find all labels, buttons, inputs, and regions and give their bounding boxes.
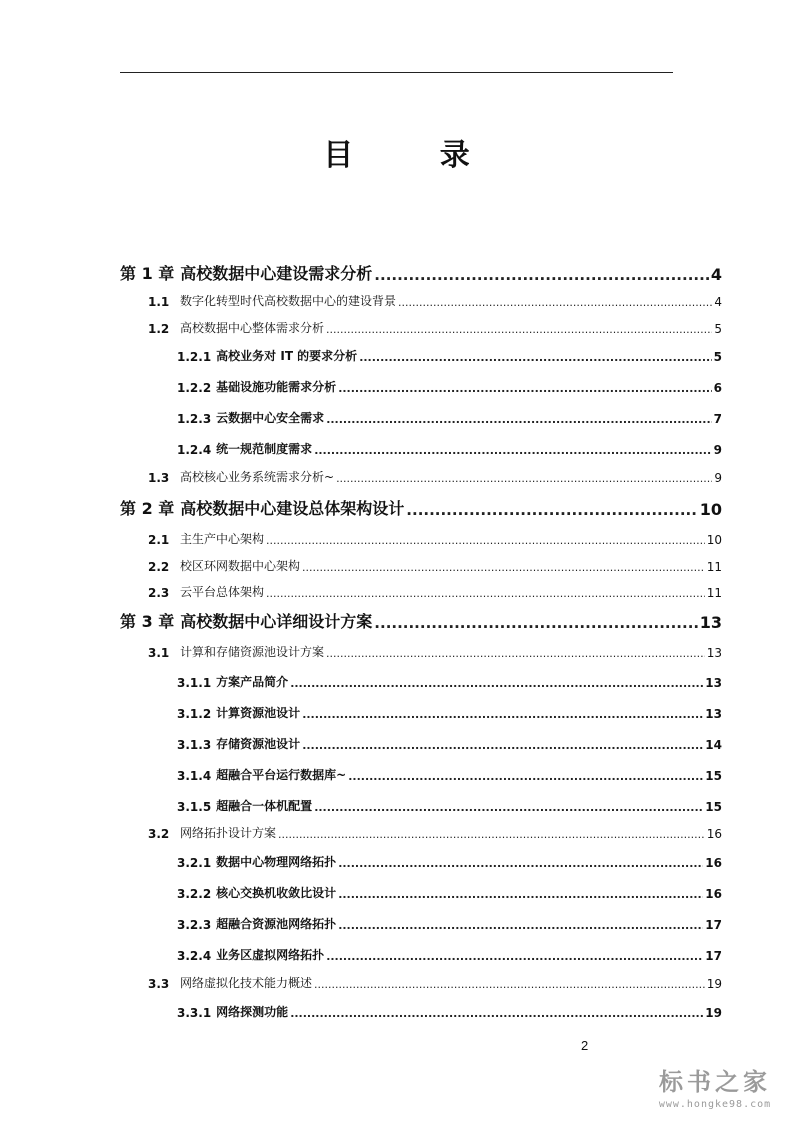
toc-entry-number: 第 1 章 <box>120 264 175 283</box>
toc-entry[interactable] <box>120 699 722 721</box>
toc-dot-leader <box>278 828 705 841</box>
toc-entry-number: 3.3 <box>148 977 170 991</box>
toc-entry-number: 3.1.5 <box>177 800 212 814</box>
toc-entry-number: 3.1 <box>148 646 170 660</box>
toc-entry-page: 9 <box>713 443 722 457</box>
toc-entry-number: 3.1.3 <box>177 738 212 752</box>
toc-dot-leader <box>336 472 712 485</box>
toc-dot-leader <box>290 1007 703 1020</box>
toc-entry-page: 10 <box>699 500 722 519</box>
toc-entry[interactable] <box>120 258 722 284</box>
watermark-name: 标书之家 <box>659 1068 771 1096</box>
toc-dot-leader <box>314 978 705 991</box>
toc-dot-leader <box>338 888 703 901</box>
toc-dot-leader <box>359 351 711 364</box>
toc-dot-leader <box>302 708 703 721</box>
toc-entry-number: 3.2.2 <box>177 887 212 901</box>
toc-entry[interactable] <box>120 552 722 574</box>
toc-entry-page: 13 <box>699 613 722 632</box>
toc-entry-title: 高校数据中心详细设计方案 <box>180 612 373 631</box>
toc-dot-leader <box>348 770 703 783</box>
toc-entry[interactable] <box>120 819 722 841</box>
toc-entry[interactable] <box>120 373 722 395</box>
toc-entry-title: 业务区虚拟网络拓扑 <box>216 948 325 962</box>
toc-entry-title: 数据中心物理网络拓扑 <box>216 855 337 869</box>
toc-entry[interactable] <box>120 314 722 336</box>
toc-entry-number: 3.2.1 <box>177 856 212 870</box>
toc-entry[interactable] <box>120 761 722 783</box>
toc-dot-leader <box>338 382 711 395</box>
toc-entry-title: 高校数据中心建设需求分析 <box>180 264 373 283</box>
toc-entry[interactable] <box>120 668 722 690</box>
toc-entry-number: 1.1 <box>148 295 170 309</box>
toc-entry-title: 核心交换机收敛比设计 <box>216 886 337 900</box>
toc-dot-leader <box>326 950 703 963</box>
toc-entry[interactable] <box>120 463 722 485</box>
toc-dot-leader <box>266 587 705 600</box>
toc-entry-number: 3.1.4 <box>177 769 212 783</box>
toc-dot-leader <box>326 323 712 336</box>
toc-entry-number: 1.3 <box>148 471 170 485</box>
toc-entry-title: 计算和存储资源池设计方案 <box>180 645 325 659</box>
toc-entry-page: 5 <box>714 322 722 336</box>
toc-entry[interactable] <box>120 969 722 991</box>
header-rule <box>120 72 673 73</box>
toc-dot-leader <box>374 614 697 632</box>
toc-entry-page: 16 <box>705 856 722 870</box>
toc-entry-number: 3.2 <box>148 827 170 841</box>
toc-entry[interactable] <box>120 941 722 963</box>
toc-entry-page: 17 <box>705 949 722 963</box>
toc-entry-number: 第 2 章 <box>120 499 175 518</box>
watermark-url: www.hongke98.com <box>658 1099 772 1110</box>
toc-entry-title: 计算资源池设计 <box>216 706 301 720</box>
toc-entry-title: 存储资源池设计 <box>216 737 301 751</box>
toc-entry-number: 3.1.2 <box>177 707 212 721</box>
toc-entry[interactable] <box>120 287 722 309</box>
toc-entry-page: 13 <box>706 646 722 660</box>
toc-entry-number: 1.2.1 <box>177 350 212 364</box>
toc-entry-title: 超融合资源池网络拓扑 <box>216 917 337 931</box>
toc-entry-title: 高校业务对 IT 的要求分析 <box>216 349 358 363</box>
toc-entry-title: 高校数据中心整体需求分析 <box>180 321 325 335</box>
toc-dot-leader <box>338 919 703 932</box>
toc-entry[interactable] <box>120 730 722 752</box>
toc-entry[interactable] <box>120 525 722 547</box>
toc-dot-leader <box>266 534 705 547</box>
toc-entry-page: 9 <box>714 471 722 485</box>
toc-entry-title: 网络拓扑设计方案 <box>180 826 277 840</box>
toc-entry-page: 15 <box>705 769 722 783</box>
toc-entry[interactable] <box>120 879 722 901</box>
toc-entry-page: 11 <box>706 560 722 574</box>
toc-entry[interactable] <box>120 848 722 870</box>
toc-entry[interactable] <box>120 606 722 632</box>
toc-entry-page: 19 <box>706 977 722 991</box>
toc-entry-page: 11 <box>706 586 722 600</box>
toc-entry-number: 1.2 <box>148 322 170 336</box>
toc-entry[interactable] <box>120 342 722 364</box>
toc-entry-page: 14 <box>705 738 722 752</box>
toc-entry-number: 2.2 <box>148 560 170 574</box>
toc-entry-number: 1.2.3 <box>177 412 212 426</box>
toc-entry-title: 高校数据中心建设总体架构设计 <box>180 499 405 518</box>
toc-dot-leader <box>314 801 703 814</box>
toc-entry-number: 2.1 <box>148 533 170 547</box>
toc-entry[interactable] <box>120 493 722 519</box>
toc-entry[interactable] <box>120 998 722 1020</box>
toc-entry-title: 云数据中心安全需求 <box>216 411 325 425</box>
toc-entry-page: 16 <box>705 887 722 901</box>
toc-dot-leader <box>326 647 705 660</box>
toc-entry-number: 3.2.4 <box>177 949 212 963</box>
toc-entry[interactable] <box>120 638 722 660</box>
toc-entry-title: 超融合一体机配置 <box>216 799 313 813</box>
watermark-logo <box>640 1062 790 1110</box>
toc-entry-title: 云平台总体架构 <box>180 585 265 599</box>
toc-entry-page: 7 <box>713 412 722 426</box>
toc-entry[interactable] <box>120 404 722 426</box>
toc-entry-title: 网络探测功能 <box>216 1005 289 1019</box>
page-title: 目 录 <box>323 138 508 173</box>
toc-entry-title: 主生产中心架构 <box>180 532 265 546</box>
page-number: 2 <box>581 1038 589 1053</box>
toc-entry-page: 4 <box>710 265 722 284</box>
toc-entry[interactable] <box>120 578 722 600</box>
toc-dot-leader <box>326 413 711 426</box>
toc-entry-page: 13 <box>705 707 722 721</box>
toc-entry[interactable] <box>120 435 722 457</box>
toc-entry-page: 17 <box>705 918 722 932</box>
toc-entry-page: 19 <box>705 1006 722 1020</box>
toc-entry-title: 网络虚拟化技术能力概述 <box>180 976 313 990</box>
toc-entry-title: 超融合平台运行数据库~ <box>216 768 347 782</box>
toc-dot-leader <box>314 444 711 457</box>
toc-entry-page: 15 <box>705 800 722 814</box>
toc-entry-page: 10 <box>706 533 722 547</box>
toc-entry-title: 基础设施功能需求分析 <box>216 380 337 394</box>
toc-entry-page: 6 <box>713 381 722 395</box>
toc-entry-number: 第 3 章 <box>120 612 175 631</box>
toc-entry-number: 3.1.1 <box>177 676 212 690</box>
toc-dot-leader <box>374 266 709 284</box>
toc-entry-title: 统一规范制度需求 <box>216 442 313 456</box>
toc-entry-number: 1.2.2 <box>177 381 212 395</box>
toc-entry-number: 2.3 <box>148 586 170 600</box>
toc-entry-number: 1.2.4 <box>177 443 212 457</box>
toc-entry[interactable] <box>120 792 722 814</box>
toc-entry-number: 3.3.1 <box>177 1006 212 1020</box>
toc-entry-title: 方案产品简介 <box>216 675 289 689</box>
toc-entry-title: 高校核心业务系统需求分析~ <box>180 470 335 484</box>
toc-entry-title: 数字化转型时代高校数据中心的建设背景 <box>180 294 397 308</box>
toc-entry[interactable] <box>120 910 722 932</box>
toc-entry-title: 校区环网数据中心架构 <box>180 559 301 573</box>
toc-dot-leader <box>398 296 712 309</box>
toc-dot-leader <box>406 501 697 519</box>
toc-entry-page: 5 <box>713 350 722 364</box>
toc-entry-page: 16 <box>706 827 722 841</box>
toc-entry-number: 3.2.3 <box>177 918 212 932</box>
toc-dot-leader <box>302 739 703 752</box>
toc-entry-page: 4 <box>714 295 722 309</box>
toc-dot-leader <box>302 561 705 574</box>
toc-dot-leader <box>338 857 703 870</box>
toc-dot-leader <box>290 677 703 690</box>
toc-entry-page: 13 <box>705 676 722 690</box>
